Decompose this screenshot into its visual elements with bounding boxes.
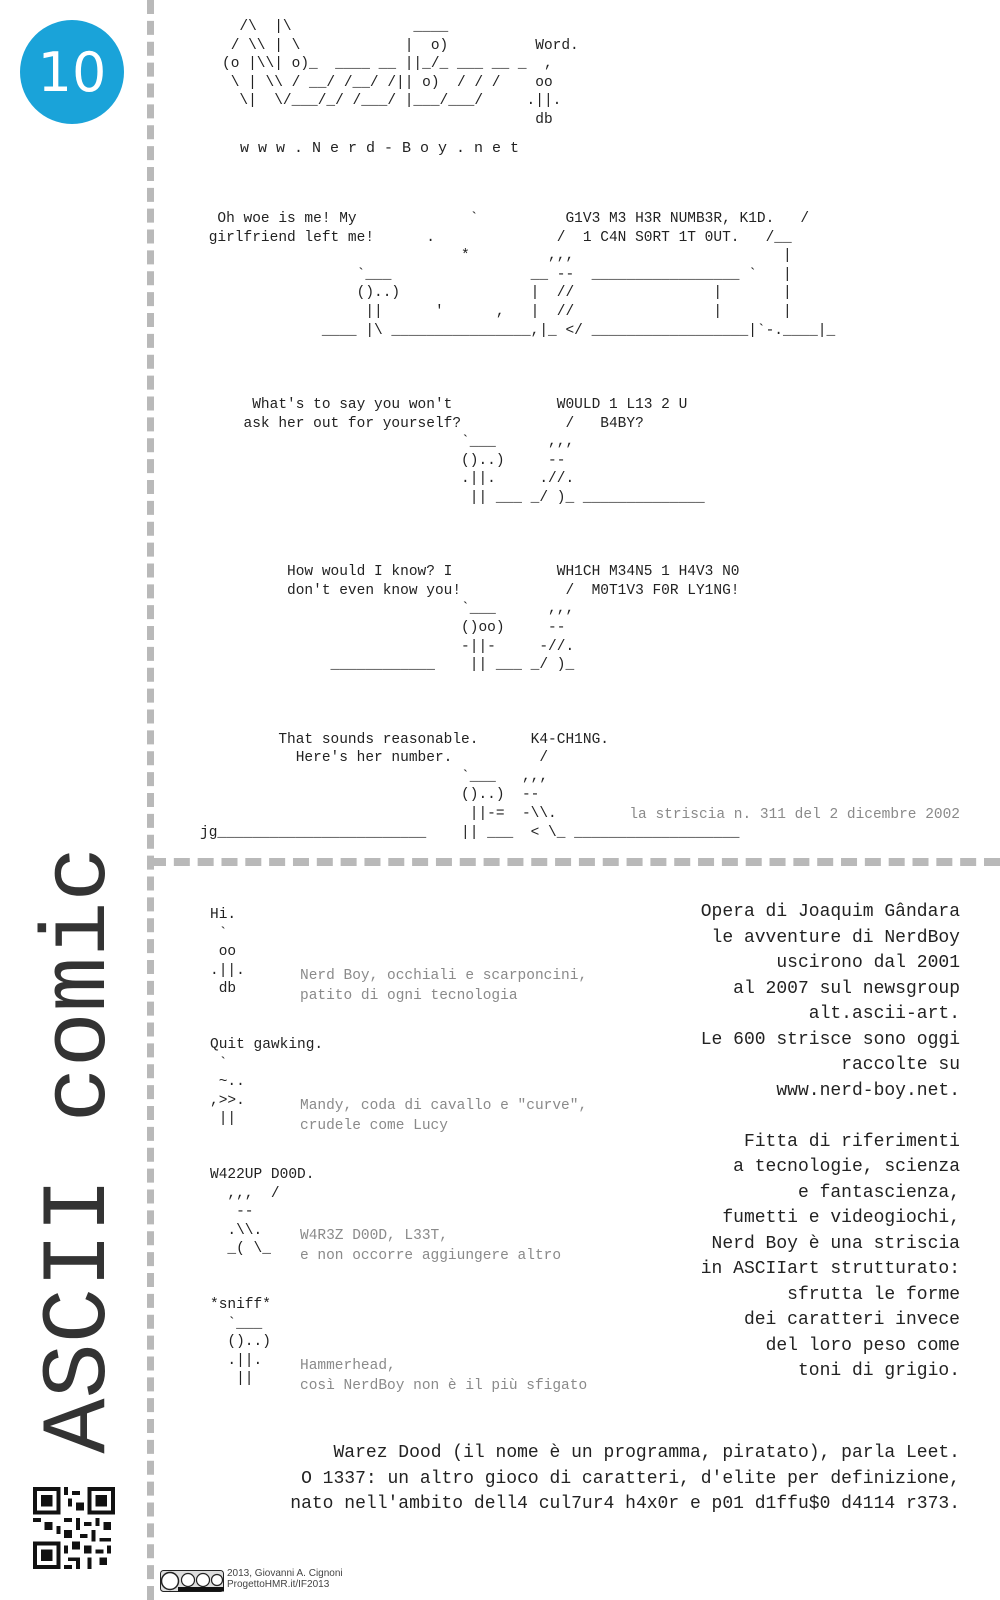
nerdboy-logo-ascii: /\ |\ ____ / \\ | \ | o) Word. (o |\\| o)_ ____ __ ||_/_ ___ __ _ , \ | \\ / __/ /__/ /|| o) / / / oo \| \/___/_/ /___/ |___/___/ .||. db bbox=[222, 19, 579, 128]
leet-paragraph bbox=[180, 1441, 960, 1518]
desc-line: W4R3Z D00D, L33T, bbox=[300, 1228, 448, 1244]
credits-url: ProgettoHMR.it/IF2013 bbox=[227, 1579, 330, 1590]
para-line: in ASCIIart strutturato: bbox=[700, 1259, 960, 1279]
vertical-title: ASCII comic bbox=[27, 846, 132, 1454]
character-mandy-desc bbox=[300, 1096, 587, 1136]
desc-line: crudele come Lucy bbox=[300, 1118, 448, 1134]
desc-line: Nerd Boy, occhiali e scarponcini, bbox=[300, 968, 588, 984]
desc-line: e non occorre aggiungere altro bbox=[300, 1248, 562, 1264]
character-hammerhead-desc bbox=[300, 1356, 587, 1396]
para-line: a tecnologie, scienza bbox=[733, 1157, 960, 1177]
para-line: Nerd Boy è una striscia bbox=[711, 1233, 960, 1254]
para-line: Warez Dood (il nome è un programma, piratato), parla Leet. bbox=[333, 1443, 960, 1463]
desc-line: patito di ogni tecnologia bbox=[300, 988, 518, 1004]
horizontal-dashed-divider bbox=[150, 858, 1000, 866]
vertical-dashed-divider bbox=[147, 0, 154, 1600]
description-paragraph bbox=[600, 900, 960, 1385]
desc-line: così NerdBoy non è il più sfigato bbox=[300, 1378, 588, 1394]
page-number-badge bbox=[20, 20, 124, 124]
para-line: dei caratteri invece bbox=[743, 1310, 960, 1330]
para-line: sfrutta le forme bbox=[787, 1284, 960, 1305]
para-line: Fitta di riferimenti bbox=[743, 1131, 960, 1152]
character-hammerhead-ascii: *sniff* `___ ()..) .||. || bbox=[210, 1297, 271, 1388]
credits-author: 2013, Giovanni A. Cignoni bbox=[227, 1568, 343, 1579]
para-line: al 2007 sul newsgroup bbox=[733, 978, 960, 999]
para-line: www.nerd-boy.net. bbox=[776, 1080, 960, 1101]
character-mandy-ascii: Quit gawking. ` ~.. ,>>. || bbox=[210, 1037, 324, 1128]
para-line: Le 600 strisce sono oggi bbox=[700, 1029, 960, 1050]
character-warez-dood-desc bbox=[300, 1226, 561, 1266]
para-line: O 1337: un altro gioco di caratteri, d'elite per definizione, bbox=[301, 1468, 960, 1489]
character-warez-dood-ascii: W422UP D00D. ,,, / -- .\\. _( \_ bbox=[210, 1167, 315, 1258]
strip-caption: la striscia n. 311 del 2 dicembre 2002 bbox=[629, 807, 960, 823]
para-line: fumetti e videogiochi, bbox=[722, 1208, 960, 1228]
para-line: Opera di Joaquim Gândara bbox=[700, 902, 960, 922]
para-line: le avventure di NerdBoy bbox=[711, 927, 960, 948]
credits bbox=[227, 1568, 343, 1590]
character-nerdboy-ascii: Hi. ` oo .||. db bbox=[210, 907, 245, 998]
para-line: alt.ascii-art. bbox=[808, 1004, 960, 1024]
page-number: 10 bbox=[37, 40, 107, 104]
qr-code-icon[interactable] bbox=[33, 1487, 115, 1569]
para-line: uscirono dal 2001 bbox=[776, 953, 960, 973]
comic-strip-ascii: Oh woe is me! My ` G1V3 M3 H3R NUMB3R, K1D. / girlfriend left me! . / 1 C4N S0RT 1T 0UT. /__ * ,,, | `___ __ -- _________________ ` | ()..) | // | | || ' , | // | | ____ |\ ________________,|_ </ __________________|`-.____|_ What's to say you won't W0ULD 1 L13 2 U ask her out for yourself? / B4BY? `___ ,,, ()..) -- .||. .//. || ___ _/ )_ ______________ How would I know? I WH1CH M34N5 1 H4V3 N0 don't even know you! / M0T1V3 F0R LY1NG! `___ ,,, ()oo) -- -||- -//. ____________ || ___ _/ )_ That sounds reasonable. K4-CH1NG. Here's her number. / `___ ,,, ()..) -- ||-= -\\. jg________________________ || ___ < \_ ___________________ bbox=[200, 211, 836, 841]
para-line: e fantascienza, bbox=[797, 1182, 960, 1203]
para-line: toni di grigio. bbox=[797, 1361, 960, 1381]
cc-license-icon[interactable] bbox=[160, 1570, 224, 1592]
para-line: del loro peso come bbox=[765, 1335, 960, 1356]
character-nerdboy-desc bbox=[300, 966, 587, 1006]
desc-line: Hammerhead, bbox=[300, 1358, 396, 1374]
para-line: raccolte su bbox=[841, 1055, 960, 1075]
desc-line: Mandy, coda di cavallo e "curve", bbox=[300, 1098, 588, 1114]
logo-url: w w w . N e r d - B o y . n e t bbox=[240, 140, 520, 157]
para-line: nato nell'ambito dell4 cul7ur4 h4x0r e p01 d1ffu$0 d4114 r373. bbox=[290, 1494, 960, 1514]
